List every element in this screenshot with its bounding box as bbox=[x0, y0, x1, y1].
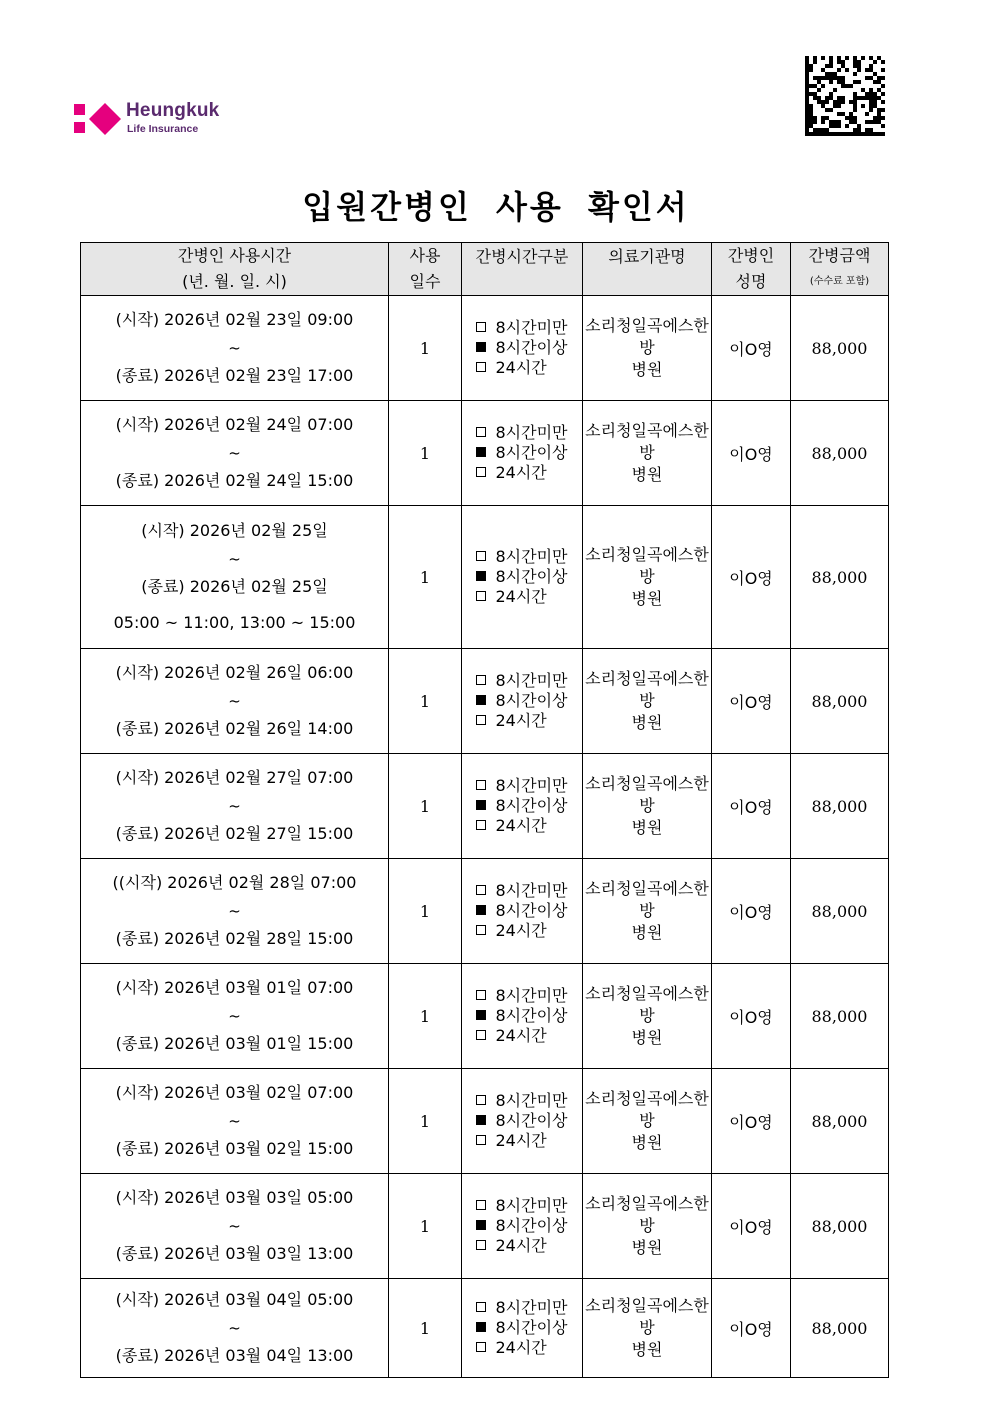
end-time: (종료) 2026년 02월 27일 15:00 bbox=[115, 824, 354, 843]
header-caregiver-line1: 간병인 bbox=[727, 246, 775, 265]
checked-box-icon bbox=[476, 447, 486, 457]
option-label: 8시간미만 bbox=[495, 776, 568, 795]
checked-box-icon bbox=[476, 1322, 486, 1332]
table-row bbox=[81, 1279, 889, 1378]
header-hospital bbox=[583, 243, 712, 296]
unchecked-box-icon bbox=[476, 780, 486, 790]
hospital-cell bbox=[583, 754, 712, 859]
hospital-cell bbox=[583, 649, 712, 754]
unchecked-box-icon bbox=[476, 362, 486, 372]
period-cell bbox=[81, 1279, 389, 1378]
caregiver-name-cell: 이O영 bbox=[712, 1279, 791, 1378]
option-item bbox=[476, 1216, 567, 1236]
hospital-name-line2: 병원 bbox=[631, 589, 663, 608]
hospital-name-line1: 소리청일곡에스한방 bbox=[585, 421, 709, 462]
end-time: (종료) 2026년 02월 25일 bbox=[141, 577, 328, 596]
hospital-name-line1: 소리청일곡에스한방 bbox=[585, 1194, 709, 1235]
unchecked-box-icon bbox=[476, 322, 486, 332]
start-time: (시작) 2026년 02월 24일 07:00 bbox=[115, 415, 354, 434]
hospital-cell bbox=[583, 296, 712, 401]
hospital-cell bbox=[583, 401, 712, 506]
option-label: 24시간 bbox=[495, 463, 547, 482]
option-item bbox=[476, 1298, 567, 1318]
period-cell bbox=[81, 859, 389, 964]
start-time: (시작) 2026년 02월 27일 07:00 bbox=[115, 768, 354, 787]
start-time: (시작) 2026년 02월 25일 bbox=[141, 521, 328, 540]
option-label: 8시간미만 bbox=[495, 671, 568, 690]
hospital-name-line2: 병원 bbox=[631, 1340, 663, 1359]
unchecked-box-icon bbox=[476, 990, 486, 1000]
unchecked-box-icon bbox=[476, 1342, 486, 1352]
option-item bbox=[476, 711, 567, 731]
option-item bbox=[476, 901, 567, 921]
period-separator: ~ bbox=[228, 797, 241, 815]
type-cell bbox=[462, 506, 583, 649]
header-caregiver bbox=[712, 243, 791, 296]
hospital-name-line1: 소리청일곡에스한방 bbox=[585, 774, 709, 815]
option-item bbox=[476, 691, 567, 711]
period-separator: ~ bbox=[228, 1007, 241, 1025]
option-label: 24시간 bbox=[495, 587, 547, 606]
table-header-row bbox=[81, 243, 889, 296]
hospital-name-line2: 병원 bbox=[631, 923, 663, 942]
header-caregiver-line2: 성명 bbox=[735, 272, 767, 291]
option-item bbox=[476, 358, 567, 378]
hospital-cell bbox=[583, 1279, 712, 1378]
hospital-name-line2: 병원 bbox=[631, 1238, 663, 1257]
option-item bbox=[476, 1026, 567, 1046]
days-cell: 1 bbox=[389, 1174, 462, 1279]
type-cell bbox=[462, 859, 583, 964]
end-time: (종료) 2026년 02월 28일 15:00 bbox=[115, 929, 354, 948]
option-label: 24시간 bbox=[495, 711, 547, 730]
header-amount-line1: 간병금액 bbox=[808, 246, 871, 265]
period-cell bbox=[81, 649, 389, 754]
option-item bbox=[476, 921, 567, 941]
period-cell bbox=[81, 1174, 389, 1279]
header-type bbox=[462, 243, 583, 296]
page-title: 입원간병인 사용 확인서 bbox=[302, 188, 690, 226]
option-item bbox=[476, 1236, 567, 1256]
unchecked-box-icon bbox=[476, 1302, 486, 1312]
checked-box-icon bbox=[476, 342, 486, 352]
option-label: 8시간이상 bbox=[495, 338, 568, 357]
option-item bbox=[476, 816, 567, 836]
option-item bbox=[476, 423, 567, 443]
amount-cell: 88,000 bbox=[791, 401, 889, 506]
option-label: 8시간미만 bbox=[495, 318, 568, 337]
period-cell bbox=[81, 754, 389, 859]
option-item bbox=[476, 463, 567, 483]
logo-subtitle: Life Insurance bbox=[127, 123, 199, 135]
end-time: (종료) 2026년 02월 26일 14:00 bbox=[115, 719, 354, 738]
caregiver-name-cell: 이O영 bbox=[712, 859, 791, 964]
caregiver-name-cell: 이O영 bbox=[712, 506, 791, 649]
hospital-name-line2: 병원 bbox=[631, 465, 663, 484]
period-separator: ~ bbox=[228, 1319, 241, 1337]
hospital-name-line1: 소리청일곡에스한방 bbox=[585, 545, 709, 586]
time-range-note: 05:00 ~ 11:00, 13:00 ~ 15:00 bbox=[113, 613, 356, 632]
header-days bbox=[389, 243, 462, 296]
unchecked-box-icon bbox=[476, 1200, 486, 1210]
unchecked-box-icon bbox=[476, 820, 486, 830]
hospital-name-line1: 소리청일곡에스한방 bbox=[585, 879, 709, 920]
amount-cell: 88,000 bbox=[791, 1279, 889, 1378]
caregiver-name-cell: 이O영 bbox=[712, 964, 791, 1069]
unchecked-box-icon bbox=[476, 551, 486, 561]
unchecked-box-icon bbox=[476, 427, 486, 437]
table-row bbox=[81, 296, 889, 401]
header-days-line2: 일수 bbox=[409, 272, 441, 291]
start-time: (시작) 2026년 02월 26일 06:00 bbox=[115, 663, 354, 682]
header-hospital-label: 의료기관명 bbox=[608, 247, 686, 266]
option-label: 8시간미만 bbox=[495, 547, 568, 566]
option-label: 24시간 bbox=[495, 1338, 547, 1357]
period-cell bbox=[81, 296, 389, 401]
type-cell bbox=[462, 1279, 583, 1378]
header-period-line1: 간병인 사용시간 bbox=[177, 246, 292, 265]
hospital-name-line2: 병원 bbox=[631, 818, 663, 837]
hospital-name-line1: 소리청일곡에스한방 bbox=[585, 984, 709, 1025]
checked-box-icon bbox=[476, 1220, 486, 1230]
caregiver-name-cell: 이O영 bbox=[712, 401, 791, 506]
option-item bbox=[476, 1338, 567, 1358]
days-cell: 1 bbox=[389, 506, 462, 649]
option-label: 8시간이상 bbox=[495, 1216, 568, 1235]
heungkuk-logo-icon bbox=[74, 102, 122, 136]
caregiver-name-cell: 이O영 bbox=[712, 649, 791, 754]
start-time: ((시작) 2026년 02월 28일 07:00 bbox=[112, 873, 357, 892]
unchecked-box-icon bbox=[476, 467, 486, 477]
logo-brand: Heungkuk bbox=[126, 100, 220, 121]
option-label: 24시간 bbox=[495, 358, 547, 377]
amount-cell: 88,000 bbox=[791, 1174, 889, 1279]
amount-cell: 88,000 bbox=[791, 1069, 889, 1174]
option-label: 8시간미만 bbox=[495, 1091, 568, 1110]
end-time: (종료) 2026년 03월 04일 13:00 bbox=[115, 1346, 354, 1365]
option-item bbox=[476, 1318, 567, 1338]
option-item bbox=[476, 776, 567, 796]
data-matrix-code-icon bbox=[805, 56, 885, 136]
checked-box-icon bbox=[476, 571, 486, 581]
period-separator: ~ bbox=[228, 550, 241, 568]
option-label: 8시간미만 bbox=[495, 986, 568, 1005]
hospital-name-line1: 소리청일곡에스한방 bbox=[585, 669, 709, 710]
start-time: (시작) 2026년 03월 03일 05:00 bbox=[115, 1188, 354, 1207]
end-time: (종료) 2026년 03월 02일 15:00 bbox=[115, 1139, 354, 1158]
header-type-label: 간병시간구분 bbox=[475, 247, 569, 266]
option-label: 8시간미만 bbox=[495, 423, 568, 442]
option-label: 24시간 bbox=[495, 921, 547, 940]
option-item bbox=[476, 671, 567, 691]
period-cell bbox=[81, 964, 389, 1069]
days-cell: 1 bbox=[389, 754, 462, 859]
period-cell bbox=[81, 506, 389, 649]
option-item bbox=[476, 547, 567, 567]
option-label: 8시간이상 bbox=[495, 1111, 568, 1130]
hospital-name-line2: 병원 bbox=[631, 1133, 663, 1152]
option-label: 24시간 bbox=[495, 1131, 547, 1150]
option-item bbox=[476, 1091, 567, 1111]
header-period bbox=[81, 243, 389, 296]
type-cell bbox=[462, 1069, 583, 1174]
unchecked-box-icon bbox=[476, 1240, 486, 1250]
checked-box-icon bbox=[476, 1115, 486, 1125]
period-cell bbox=[81, 1069, 389, 1174]
unchecked-box-icon bbox=[476, 885, 486, 895]
unchecked-box-icon bbox=[476, 1135, 486, 1145]
header-days-line1: 사용 bbox=[409, 246, 441, 265]
days-cell: 1 bbox=[389, 1069, 462, 1174]
caregiver-name-cell: 이O영 bbox=[712, 1174, 791, 1279]
start-time: (시작) 2026년 02월 23일 09:00 bbox=[115, 310, 354, 329]
hospital-name-line1: 소리청일곡에스한방 bbox=[585, 1296, 709, 1337]
period-separator: ~ bbox=[228, 1217, 241, 1235]
option-label: 8시간이상 bbox=[495, 901, 568, 920]
type-cell bbox=[462, 754, 583, 859]
option-item bbox=[476, 1196, 567, 1216]
table-row bbox=[81, 964, 889, 1069]
table-row bbox=[81, 649, 889, 754]
type-cell bbox=[462, 649, 583, 754]
caregiver-name-cell: 이O영 bbox=[712, 754, 791, 859]
hospital-cell bbox=[583, 1069, 712, 1174]
end-time: (종료) 2026년 03월 03일 13:00 bbox=[115, 1244, 354, 1263]
start-time: (시작) 2026년 03월 04일 05:00 bbox=[115, 1290, 354, 1309]
option-item bbox=[476, 986, 567, 1006]
option-item bbox=[476, 567, 567, 587]
hospital-cell bbox=[583, 1174, 712, 1279]
unchecked-box-icon bbox=[476, 1030, 486, 1040]
days-cell: 1 bbox=[389, 296, 462, 401]
option-label: 24시간 bbox=[495, 816, 547, 835]
end-time: (종료) 2026년 03월 01일 15:00 bbox=[115, 1034, 354, 1053]
unchecked-box-icon bbox=[476, 675, 486, 685]
hospital-name-line2: 병원 bbox=[631, 1028, 663, 1047]
option-item bbox=[476, 318, 567, 338]
caregiver-name-cell: 이O영 bbox=[712, 1069, 791, 1174]
checked-box-icon bbox=[476, 800, 486, 810]
hospital-name-line1: 소리청일곡에스한방 bbox=[585, 1089, 709, 1130]
option-label: 8시간이상 bbox=[495, 796, 568, 815]
hospital-name-line2: 병원 bbox=[631, 713, 663, 732]
unchecked-box-icon bbox=[476, 591, 486, 601]
amount-cell: 88,000 bbox=[791, 859, 889, 964]
amount-cell: 88,000 bbox=[791, 754, 889, 859]
option-label: 8시간이상 bbox=[495, 691, 568, 710]
hospital-name-line1: 소리청일곡에스한방 bbox=[585, 316, 709, 357]
checked-box-icon bbox=[476, 1010, 486, 1020]
option-item bbox=[476, 338, 567, 358]
option-label: 8시간미만 bbox=[495, 1298, 568, 1317]
days-cell: 1 bbox=[389, 964, 462, 1069]
table-row bbox=[81, 754, 889, 859]
days-cell: 1 bbox=[389, 401, 462, 506]
period-separator: ~ bbox=[228, 692, 241, 710]
table-row bbox=[81, 506, 889, 649]
period-separator: ~ bbox=[228, 1112, 241, 1130]
unchecked-box-icon bbox=[476, 925, 486, 935]
start-time: (시작) 2026년 03월 02일 07:00 bbox=[115, 1083, 354, 1102]
period-separator: ~ bbox=[228, 444, 241, 462]
hospital-cell bbox=[583, 506, 712, 649]
hospital-cell bbox=[583, 859, 712, 964]
option-item bbox=[476, 881, 567, 901]
header-amount bbox=[791, 243, 889, 296]
option-label: 8시간이상 bbox=[495, 1006, 568, 1025]
amount-cell: 88,000 bbox=[791, 964, 889, 1069]
option-item bbox=[476, 1006, 567, 1026]
checked-box-icon bbox=[476, 695, 486, 705]
period-cell bbox=[81, 401, 389, 506]
option-label: 8시간이상 bbox=[495, 567, 568, 586]
days-cell: 1 bbox=[389, 649, 462, 754]
option-label: 24시간 bbox=[495, 1236, 547, 1255]
amount-cell: 88,000 bbox=[791, 506, 889, 649]
amount-cell: 88,000 bbox=[791, 296, 889, 401]
option-item bbox=[476, 1131, 567, 1151]
caregiver-usage-table bbox=[80, 242, 889, 1378]
days-cell: 1 bbox=[389, 859, 462, 964]
table-row bbox=[81, 1069, 889, 1174]
type-cell bbox=[462, 296, 583, 401]
type-cell bbox=[462, 1174, 583, 1279]
option-label: 8시간이상 bbox=[495, 443, 568, 462]
option-label: 8시간미만 bbox=[495, 1196, 568, 1215]
table-row bbox=[81, 1174, 889, 1279]
type-cell bbox=[462, 401, 583, 506]
period-separator: ~ bbox=[228, 339, 241, 357]
period-separator: ~ bbox=[228, 902, 241, 920]
unchecked-box-icon bbox=[476, 715, 486, 725]
amount-cell: 88,000 bbox=[791, 649, 889, 754]
company-logo bbox=[74, 100, 244, 140]
header-amount-line2: (수수료 포함) bbox=[809, 276, 870, 287]
unchecked-box-icon bbox=[476, 1095, 486, 1105]
option-item bbox=[476, 796, 567, 816]
option-label: 24시간 bbox=[495, 1026, 547, 1045]
hospital-cell bbox=[583, 964, 712, 1069]
table-row bbox=[81, 859, 889, 964]
caregiver-name-cell: 이O영 bbox=[712, 296, 791, 401]
start-time: (시작) 2026년 03월 01일 07:00 bbox=[115, 978, 354, 997]
option-item bbox=[476, 587, 567, 607]
type-cell bbox=[462, 964, 583, 1069]
end-time: (종료) 2026년 02월 24일 15:00 bbox=[115, 471, 354, 490]
table-row bbox=[81, 401, 889, 506]
option-label: 8시간이상 bbox=[495, 1318, 568, 1337]
option-item bbox=[476, 443, 567, 463]
header-period-line2: (년. 월. 일. 시) bbox=[182, 272, 287, 291]
option-item bbox=[476, 1111, 567, 1131]
end-time: (종료) 2026년 02월 23일 17:00 bbox=[115, 366, 354, 385]
days-cell: 1 bbox=[389, 1279, 462, 1378]
option-label: 8시간미만 bbox=[495, 881, 568, 900]
checked-box-icon bbox=[476, 905, 486, 915]
hospital-name-line2: 병원 bbox=[631, 360, 663, 379]
